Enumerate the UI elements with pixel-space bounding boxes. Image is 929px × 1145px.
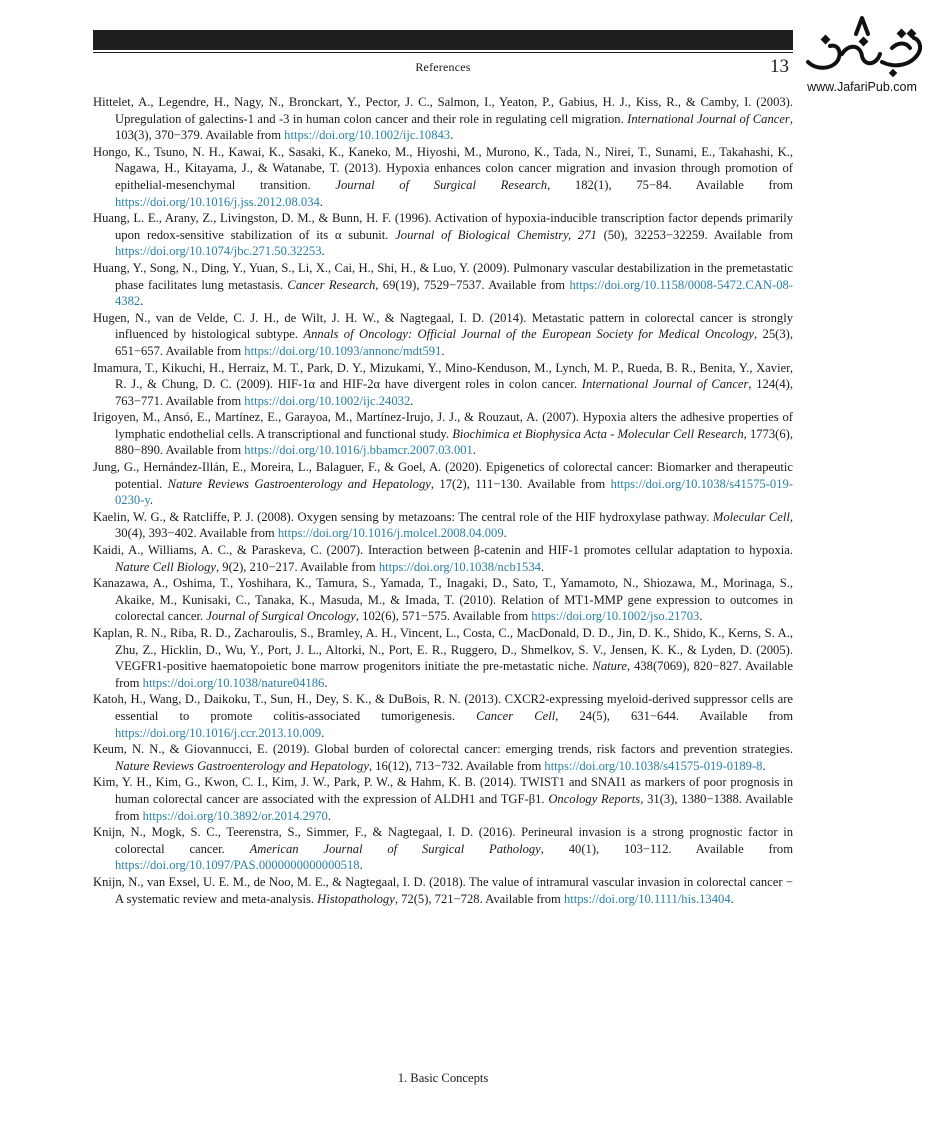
reference-journal: Nature Reviews Gastroenterology and Hepatology	[167, 476, 431, 491]
reference-end-punct: .	[149, 493, 154, 508]
reference-journal: Cancer Research	[287, 277, 376, 292]
reference-end-punct: .	[540, 559, 545, 574]
reference-doi-link[interactable]: https://doi.org/10.1016/j.ccr.2013.10.009	[115, 725, 322, 740]
reference-doi-link[interactable]: https://doi.org/10.1002/jso.21703	[531, 609, 700, 624]
reference-volume-pages: (50), 32253−32259. Available from	[596, 227, 793, 242]
publisher-logo-icon	[798, 4, 926, 80]
reference-doi-link[interactable]: https://doi.org/10.1111/his.13404	[563, 891, 731, 906]
reference-entry	[93, 409, 793, 459]
reference-end-punct: .	[321, 725, 325, 740]
reference-entry	[93, 824, 793, 874]
reference-volume-pages: , 17(2), 111−130. Available from	[430, 476, 611, 491]
reference-authors-title: Kaidi, A., Williams, A. C., & Paraskeva, C. (2007). Interaction between β-catenin and HIF-1 promotes cellular adaptation to hypoxia.	[93, 543, 793, 558]
reference-entry	[93, 741, 793, 774]
reference-entry	[93, 575, 793, 625]
reference-volume-pages: , 103(3), 370−379. Available from	[115, 111, 793, 143]
reference-end-punct: .	[140, 294, 144, 309]
reference-journal: Biochimica et Biophysica Acta - Molecular Cell Research	[452, 426, 744, 441]
reference-doi-link[interactable]: https://doi.org/10.1097/PAS.0000000000000518	[115, 858, 360, 873]
reference-volume-pages: , 182(1), 75−84. Available from	[547, 177, 793, 192]
reference-journal: American Journal of Surgical Pathology	[249, 841, 541, 856]
reference-volume-pages: , 69(19), 7529−7537. Available from	[375, 277, 570, 292]
reference-end-punct: .	[321, 244, 325, 259]
reference-entry	[93, 625, 793, 691]
reference-entry	[93, 509, 793, 542]
header-rule	[93, 52, 793, 53]
reference-authors-title: Huang, L. E., Arany, Z., Livingston, D. M., & Bunn, H. F. (1996). Activation of hypoxia-inducible transcription factor depends primarily upon redox-sensitive stabilization of its α subunit.	[93, 211, 793, 242]
header-bar	[93, 30, 793, 50]
reference-authors-title: Hugen, N., van de Velde, C. J. H., de Wilt, J. H. W., & Nagtegaal, I. D. (2014). Metastatic pattern in colorectal cancer is strongly influenced by histological subtype.	[93, 310, 793, 342]
reference-entry	[93, 459, 793, 509]
publisher-url: www.JafariPub.com	[807, 80, 917, 94]
reference-journal: Oncology Reports	[548, 791, 641, 806]
reference-volume-pages: , 9(2), 210−217. Available from	[215, 559, 379, 574]
reference-volume-pages: , 16(12), 713−732. Available from	[368, 758, 545, 773]
reference-authors-title: Imamura, T., Kikuchi, H., Herraiz, M. T., Park, D. Y., Mizukami, Y., Mino-Kenduson, M., Lynch, M. P., Rueda, B. R., Benita, Y., Xavier, R. J., & Chung, D. C. (2009). HIF-1α and HIF-2α have divergent roles in colon cancer.	[93, 360, 793, 392]
reference-end-punct: .	[699, 609, 703, 624]
reference-authors-title: Huang, Y., Song, N., Ding, Y., Yuan, S., Li, X., Cai, H., Shi, H., & Luo, Y. (2009). Pulmonary vascular destabilization in the premetastatic phase facilitates lung metastasis.	[93, 260, 793, 292]
reference-doi-link[interactable]: https://doi.org/10.1016/j.molcel.2008.04.009	[277, 526, 504, 541]
reference-journal: Molecular Cell	[712, 509, 790, 524]
reference-entry	[93, 94, 793, 144]
reference-journal: International Journal of Cancer	[627, 111, 790, 126]
reference-entry	[93, 210, 793, 260]
reference-volume-pages: , 40(1), 103−112. Available from	[540, 841, 793, 856]
reference-doi-link[interactable]: https://doi.org/10.1093/annonc/mdt591	[244, 343, 442, 358]
reference-end-punct: .	[410, 393, 414, 408]
reference-doi-link[interactable]: https://doi.org/10.1158/0008-5472.CAN-08-4382	[115, 277, 793, 309]
reference-authors-title: Knijn, N., van Exsel, U. E. M., de Noo, M. E., & Nagtegaal, I. D. (2018). The value of intramural vascular invasion in colorectal cancer − A systematic review and meta-analysis.	[93, 874, 793, 906]
reference-doi-link[interactable]: https://doi.org/10.1038/s41575-019-0230-y	[115, 476, 793, 508]
reference-volume-pages: , 25(3), 651−657. Available from	[115, 327, 793, 358]
reference-end-punct: .	[503, 526, 507, 541]
reference-entry	[93, 774, 793, 824]
running-head: References	[415, 60, 471, 74]
reference-volume-pages: , 24(5), 631−644. Available from	[555, 708, 793, 723]
reference-entry	[93, 310, 793, 360]
chapter-footer: 1. Basic Concepts	[397, 1071, 489, 1085]
reference-journal: Journal of Biological Chemistry, 271	[395, 227, 597, 242]
reference-doi-link[interactable]: https://doi.org/10.3892/or.2014.2970	[142, 808, 328, 823]
reference-journal: Cancer Cell	[476, 708, 556, 723]
reference-authors-title: Katoh, H., Wang, D., Daikoku, T., Sun, H., Dey, S. K., & DuBois, R. N. (2013). CXCR2-expressing myeloid-derived suppressor cells are essential to promote colitis-associated tumorigenesis.	[93, 692, 793, 723]
reference-doi-link[interactable]: https://doi.org/10.1002/ijc.24032	[244, 393, 411, 408]
reference-journal: Histopathology	[317, 891, 395, 906]
reference-authors-title: Hittelet, A., Legendre, H., Nagy, N., Bronckart, Y., Pector, J. C., Salmon, I., Yeaton, P., Gabius, H. J., Kiss, R., & Camby, I. (2003). Upregulation of galectins-1 and -3 in human colon cancer and their role in regulating cell migration.	[93, 95, 793, 126]
reference-end-punct: .	[472, 443, 477, 458]
page-number: 13	[770, 56, 789, 77]
reference-end-punct: .	[324, 675, 328, 690]
reference-doi-link[interactable]: https://doi.org/10.1038/s41575-019-0189-8	[544, 758, 763, 773]
reference-journal: International Journal of Cancer	[581, 377, 749, 392]
reference-authors-title: Kaplan, R. N., Riba, R. D., Zacharoulis, S., Bramley, A. H., Vincent, L., Costa, C., MacDonald, D. D., Jin, D. K., Shido, K., Kerns, S. A., Zhu, Z., Hicklin, D., Wu, Y., Port, J. L., Altorki, N., Port, E. R., Ruggero, D., Shmelkov, S. V., Jensen, K. K., & Lyden, D. (2005). VEGFR1-positive haematopoietic bone marrow progenitors initiate the pre-metastatic niche.	[93, 626, 793, 674]
reference-authors-title: Knijn, N., Mogk, S. C., Teerenstra, S., Simmer, F., & Nagtegaal, I. D. (2016). Perineural invasion is a strong prognostic factor in colorectal cancer.	[93, 825, 793, 856]
reference-entry	[93, 542, 793, 575]
reference-volume-pages: , 30(4), 393−402. Available from	[115, 509, 793, 541]
reference-end-punct: .	[450, 128, 454, 143]
reference-volume-pages: , 102(6), 571−575. Available from	[355, 609, 532, 624]
reference-authors-title: Hongo, K., Tsuno, N. H., Kawai, K., Sasaki, K., Kaneko, M., Hiyoshi, M., Murono, K., Tada, N., Nirei, T., Sunami, E., Takahashi, K., Nagawa, H., Kitayama, J., & Watanabe, T. (2013). Hypoxia enhances colon cancer migration and invasion through promotion of epithelial-mesenchymal transition.	[93, 144, 793, 192]
reference-doi-link[interactable]: https://doi.org/10.1016/j.bbamcr.2007.03.001	[244, 443, 473, 458]
reference-authors-title: Kaelin, W. G., & Ratcliffe, P. J. (2008). Oxygen sensing by metazoans: The central role of the HIF hydroxylase pathway.	[93, 509, 713, 524]
reference-volume-pages: , 124(4), 763−771. Available from	[115, 377, 793, 408]
reference-end-punct: .	[359, 858, 363, 873]
reference-doi-link[interactable]: https://doi.org/10.1038/nature04186	[142, 675, 325, 690]
reference-journal: Nature Cell Biology	[115, 559, 216, 574]
reference-journal: Nature	[592, 659, 627, 674]
reference-doi-link[interactable]: https://doi.org/10.1002/ijc.10843	[284, 128, 451, 143]
reference-authors-title: Irigoyen, M., Ansó, E., Martínez, E., Garayoa, M., Martínez-Irujo, J. J., & Rouzaut, A. (2007). Hypoxia alters the adhesive properties of lymphatic endothelial cells. A transcriptional and functional study.	[93, 410, 793, 441]
reference-volume-pages: , 72(5), 721−728. Available from	[394, 891, 564, 906]
reference-entry	[93, 874, 793, 907]
publisher-logo	[798, 4, 926, 102]
reference-doi-link[interactable]: https://doi.org/10.1038/ncb1534	[378, 559, 541, 574]
reference-journal: Nature Reviews Gastroenterology and Hepatology	[115, 758, 369, 773]
reference-doi-link[interactable]: https://doi.org/10.1074/jbc.271.50.32253	[115, 244, 322, 259]
reference-entry	[93, 144, 793, 210]
reference-entry	[93, 691, 793, 741]
reference-list	[93, 94, 793, 907]
reference-journal: Annals of Oncology: Official Journal of the European Society for Medical Oncology	[303, 327, 755, 342]
reference-authors-title: Kanazawa, A., Oshima, T., Yoshihara, K., Tamura, S., Yamada, T., Inagaki, D., Sato, T., Yamamoto, N., Shiozawa, M., Morinaga, S., Akaike, M., Kunisaki, C., Tanaka, K., Masuda, M., & Imada, T. (2010). Relation of MT1-MMP gene expression to outcomes in colorectal cancer.	[93, 576, 793, 624]
reference-authors-title: Keum, N. N., & Giovannucci, E. (2019). Global burden of colorectal cancer: emerging trends, risk factors and prevention strategies.	[93, 742, 793, 757]
reference-end-punct: .	[319, 194, 323, 209]
reference-authors-title: Kim, Y. H., Kim, G., Kwon, C. I., Kim, J. W., Park, P. W., & Hahm, K. B. (2014). TWIST1 and SNAI1 as markers of poor prognosis in human colorectal cancer are associated with the expression of ALDH1 and TGF-β1.	[93, 775, 793, 806]
reference-entry	[93, 260, 793, 310]
reference-journal: Journal of Surgical Oncology	[206, 609, 356, 624]
reference-end-punct: .	[441, 343, 445, 358]
reference-end-punct: .	[762, 758, 766, 773]
reference-entry	[93, 360, 793, 410]
reference-doi-link[interactable]: https://doi.org/10.1016/j.jss.2012.08.034	[115, 194, 320, 209]
reference-journal: Journal of Surgical Research	[335, 177, 548, 192]
reference-volume-pages: , 1773(6), 880−890. Available from	[115, 426, 793, 458]
reference-volume-pages: , 31(3), 1380−1388. Available from	[115, 791, 793, 823]
reference-authors-title: Jung, G., Hernández-Illán, E., Moreira, L., Balaguer, F., & Goel, A. (2020). Epigenetics of colorectal cancer: Biomarker and therapeutic potential.	[93, 460, 793, 491]
reference-volume-pages: , 438(7069), 820−827. Available from	[115, 659, 793, 690]
reference-end-punct: .	[327, 808, 331, 823]
reference-end-punct: .	[730, 891, 734, 906]
